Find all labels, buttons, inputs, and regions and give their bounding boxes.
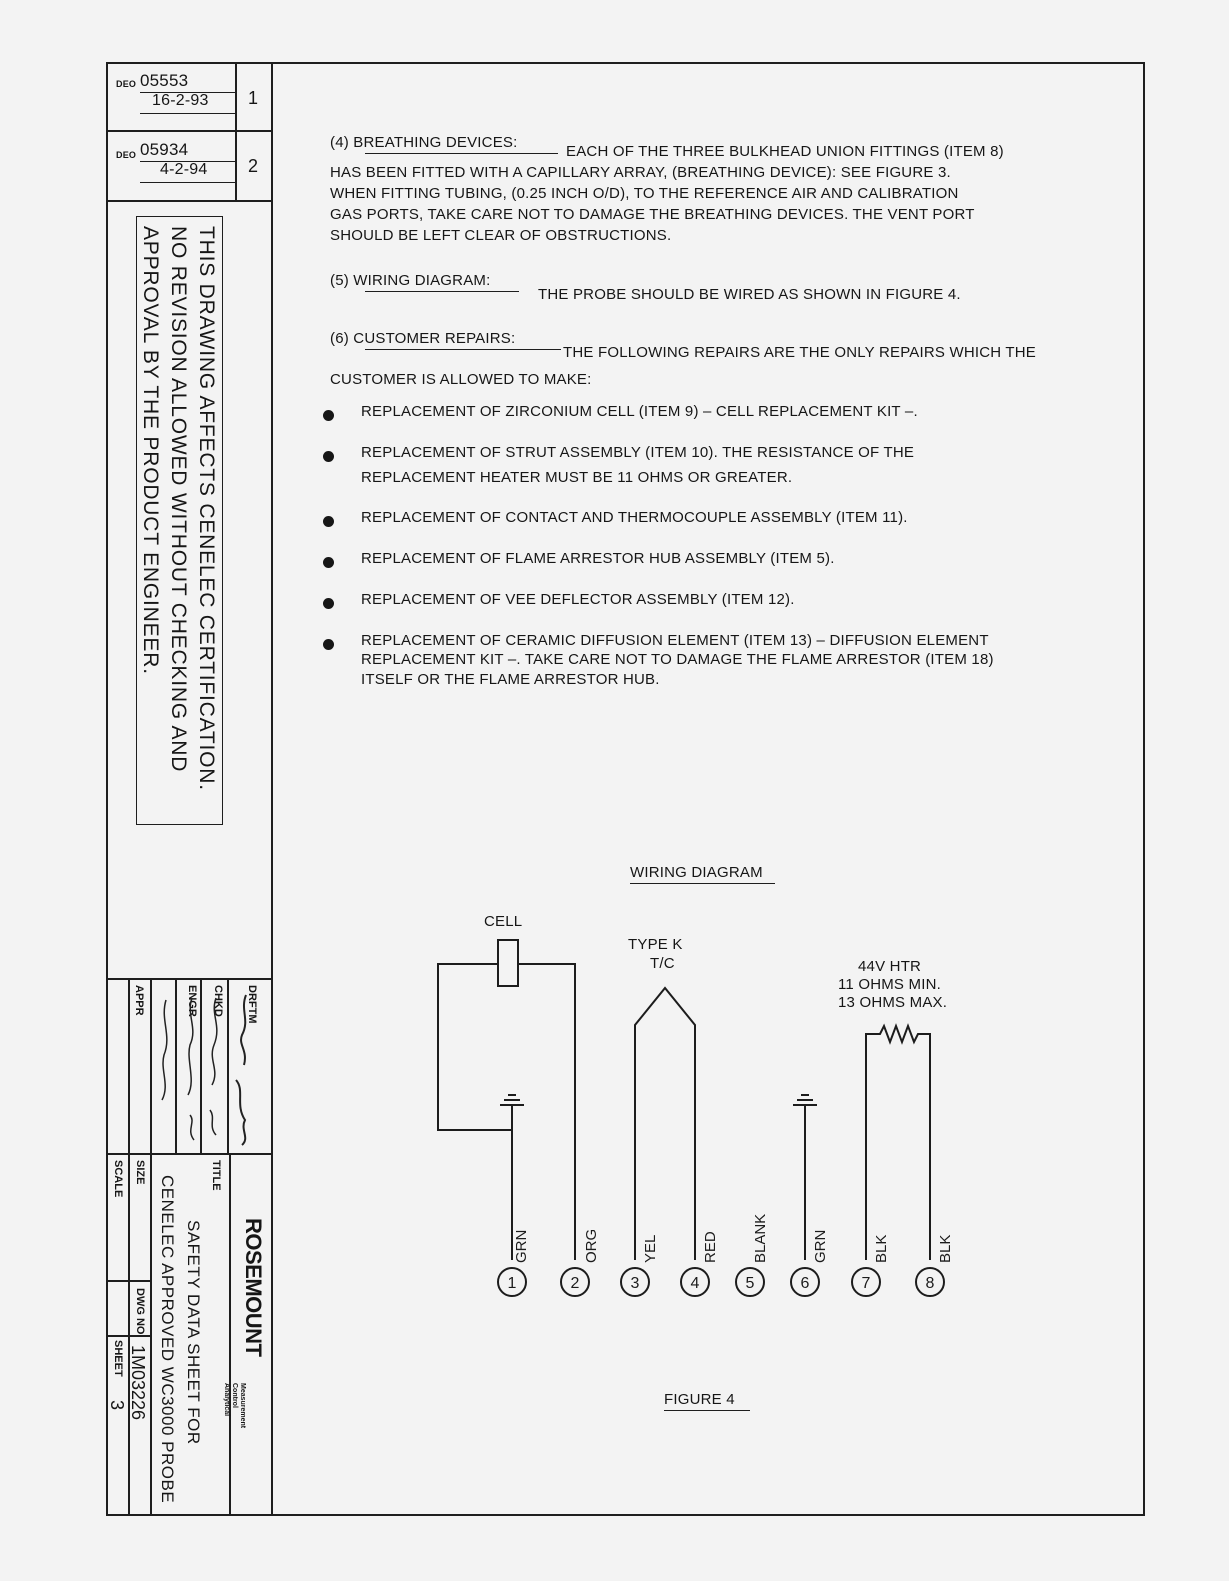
terminal-number: 3 xyxy=(630,1275,640,1292)
signatures xyxy=(150,990,270,1150)
terminal-number: 1 xyxy=(507,1275,517,1292)
engr-label: ENGR xyxy=(186,985,198,1017)
revision-prefix: DEO xyxy=(116,79,137,89)
company-logo: ROSEMOUNT xyxy=(241,1218,266,1357)
dwg-no-label: DWG NO xyxy=(134,1288,146,1335)
caption-underline xyxy=(664,1410,750,1411)
title-block-col xyxy=(128,978,130,1516)
repair-item-4: REPLACEMENT OF FLAME ARRESTOR HUB ASSEMBLY (ITEM 5). xyxy=(361,550,835,567)
revision-underline xyxy=(140,182,235,183)
section-5-line-1: THE PROBE SHOULD BE WIRED AS SHOWN IN FIGURE 4. xyxy=(538,286,961,303)
title-label: TITLE xyxy=(210,1160,222,1191)
title-line-1: SAFETY DATA SHEET FOR xyxy=(184,1220,203,1445)
revision-level: 2 xyxy=(248,156,259,176)
terminal-number: 5 xyxy=(745,1275,755,1292)
title-block-col xyxy=(229,1153,231,1516)
repair-item-6: REPLACEMENT OF CERAMIC DIFFUSION ELEMENT (ITEM 13) – DIFFUSION ELEMENT xyxy=(361,632,989,649)
title-block-row xyxy=(106,1280,150,1282)
wire-label: YEL xyxy=(642,1234,659,1263)
revision-level: 1 xyxy=(248,88,259,108)
drftm-label: DRFTM xyxy=(246,985,258,1024)
wire-label: GRN xyxy=(812,1229,829,1263)
title-block-row xyxy=(106,1335,150,1337)
repair-item-2: REPLACEMENT OF STRUT ASSEMBLY (ITEM 10). THE RESISTANCE OF THE xyxy=(361,444,915,461)
section-6-line-2: CUSTOMER IS ALLOWED TO MAKE: xyxy=(330,371,592,388)
wire-label: BLK xyxy=(873,1234,890,1263)
heater-label-3: 13 OHMS MAX. xyxy=(838,994,948,1011)
terminal-number: 6 xyxy=(800,1275,810,1292)
repair-item-2-cont: REPLACEMENT HEATER MUST BE 11 OHMS OR GREATER. xyxy=(361,469,793,486)
notice-line-1: THIS DRAWING AFFECTS CENELEC CERTIFICATION. xyxy=(195,226,218,791)
section-6-line-1: THE FOLLOWING REPAIRS ARE THE ONLY REPAIRS WHICH THE xyxy=(563,344,1036,361)
revision-underline xyxy=(140,113,235,114)
section-6-heading: (6) CUSTOMER REPAIRS: xyxy=(330,330,516,347)
repair-item-6-cont: REPLACEMENT KIT –. TAKE CARE NOT TO DAMAGE THE FLAME ARRESTOR (ITEM 18) xyxy=(361,651,994,668)
repair-item-6-cont2: ITSELF OR THE FLAME ARRESTOR HUB. xyxy=(361,671,660,688)
wiring-diagram xyxy=(420,930,980,1310)
revision-block-bottom xyxy=(106,200,272,202)
section-4-line-3: WHEN FITTING TUBING, (0.25 INCH O/D), TO THE REFERENCE AIR AND CALIBRATION xyxy=(330,185,959,202)
title-block-row xyxy=(106,1153,272,1155)
sheet-label: SHEET xyxy=(112,1340,124,1377)
revision-date: 4-2-94 xyxy=(160,161,208,178)
figure-caption: FIGURE 4 xyxy=(664,1391,735,1408)
thermocouple-symbol xyxy=(635,988,695,1260)
revision-divider xyxy=(235,62,237,202)
wire-label: GRN xyxy=(513,1229,530,1263)
heater-label-1: 44V HTR xyxy=(858,958,922,975)
notice-line-3: APPROVAL BY THE PRODUCT ENGINEER. xyxy=(139,226,162,675)
bullet xyxy=(323,516,334,527)
company-subtitle: Measurement Control Analytical xyxy=(223,1383,246,1429)
section-4-line-1: EACH OF THE THREE BULKHEAD UNION FITTINGS (ITEM 8) xyxy=(566,143,1004,160)
revision-prefix: DEO xyxy=(116,150,137,160)
sheet-number: 3 xyxy=(107,1400,127,1411)
heater-symbol xyxy=(866,1026,930,1260)
wire-label: ORG xyxy=(583,1228,600,1263)
terminal-number: 8 xyxy=(925,1275,935,1292)
bullet xyxy=(323,639,334,650)
cell-wire xyxy=(518,964,575,1260)
repair-item-5: REPLACEMENT OF VEE DEFLECTOR ASSEMBLY (ITEM 12). xyxy=(361,591,795,608)
heading-underline xyxy=(630,883,775,884)
section-4-line-5: SHOULD BE LEFT CLEAR OF OBSTRUCTIONS. xyxy=(330,227,672,244)
section-4-line-2: HAS BEEN FITTED WITH A CAPILLARY ARRAY, (BREATHING DEVICE): SEE FIGURE 3. xyxy=(330,164,951,181)
thermocouple-label-2: T/C xyxy=(650,955,675,972)
bullet xyxy=(323,451,334,462)
chkd-label: CHKD xyxy=(212,985,224,1017)
section-4-line-4: GAS PORTS, TAKE CARE NOT TO DAMAGE THE BREATHING DEVICES. THE VENT PORT xyxy=(330,206,975,223)
cell-label: CELL xyxy=(484,913,523,930)
title-line-2: CENELEC APPROVED WC3000 PROBE xyxy=(158,1175,177,1504)
cell-symbol xyxy=(498,940,518,986)
bullet xyxy=(323,410,334,421)
title-column-divider xyxy=(271,62,273,1516)
wire-label: BLK xyxy=(937,1234,954,1263)
section-4-heading: (4) BREATHING DEVICES: xyxy=(330,134,518,151)
terminal-number: 7 xyxy=(861,1275,871,1292)
revision-separator xyxy=(106,130,272,132)
thermocouple-label-1: TYPE K xyxy=(628,936,683,953)
revision-number: 05553 xyxy=(140,71,189,90)
heading-underline xyxy=(365,153,558,154)
wire-label: RED xyxy=(702,1231,719,1263)
bullet xyxy=(323,557,334,568)
diagram-title: WIRING DIAGRAM xyxy=(630,864,763,881)
heading-underline xyxy=(365,291,519,292)
revision-date: 16-2-93 xyxy=(152,92,209,109)
terminal-number: 2 xyxy=(570,1275,580,1292)
heading-underline xyxy=(365,349,561,350)
drawing-number: 1M03226 xyxy=(128,1345,148,1421)
repair-item-1: REPLACEMENT OF ZIRCONIUM CELL (ITEM 9) – CELL REPLACEMENT KIT –. xyxy=(361,403,918,420)
scale-label: SCALE xyxy=(112,1160,124,1198)
heater-label-2: 11 OHMS MIN. xyxy=(838,976,941,993)
section-5-heading: (5) WIRING DIAGRAM: xyxy=(330,272,491,289)
notice-line-2: NO REVISION ALLOWED WITHOUT CHECKING AND xyxy=(167,226,190,773)
appr-label: APPR xyxy=(133,985,145,1016)
size-label: SIZE xyxy=(134,1160,146,1185)
terminal-number: 4 xyxy=(690,1275,700,1292)
revision-number: 05934 xyxy=(140,140,189,159)
wire-label: BLANK xyxy=(752,1213,769,1263)
bullet xyxy=(323,598,334,609)
repair-item-3: REPLACEMENT OF CONTACT AND THERMOCOUPLE ASSEMBLY (ITEM 11). xyxy=(361,509,908,526)
title-block-top xyxy=(106,978,272,980)
